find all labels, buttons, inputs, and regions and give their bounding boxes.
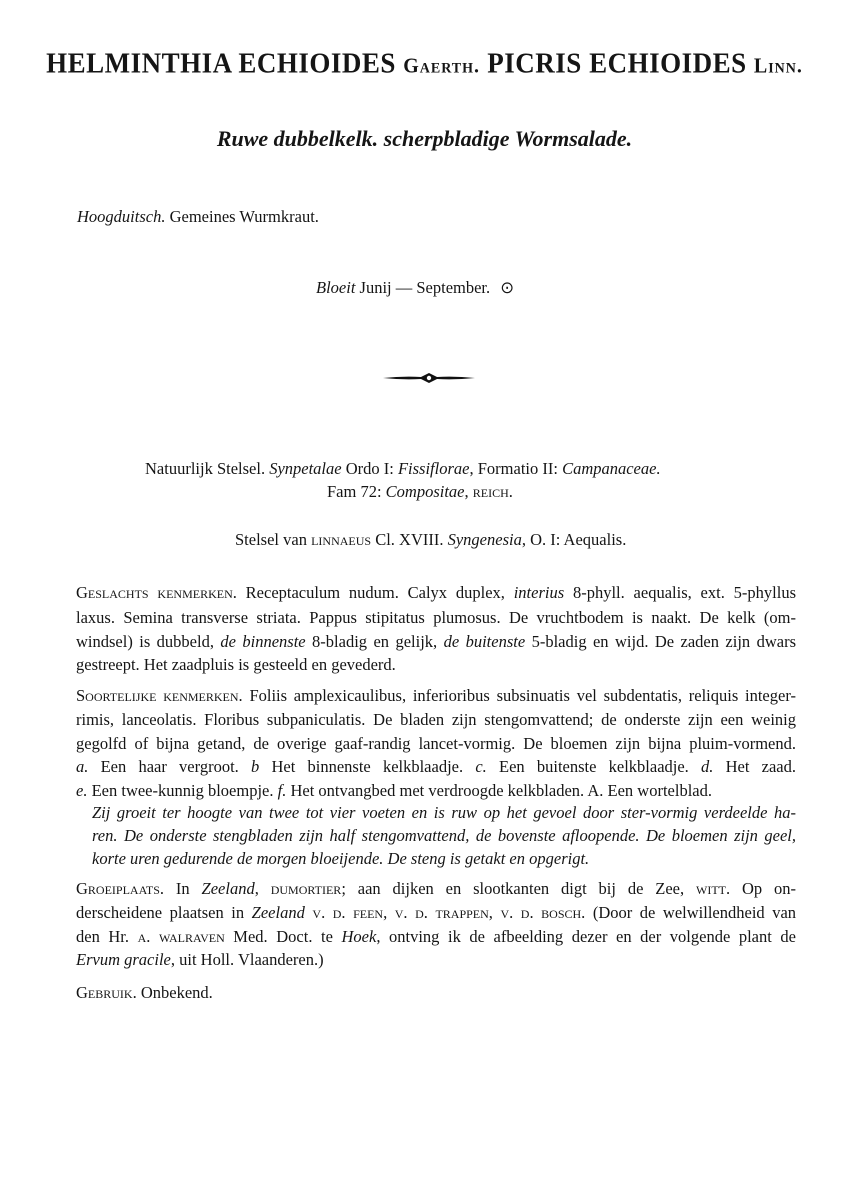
vernacular-language: Hoogduitsch. xyxy=(77,207,166,226)
natural-system-line-1: Natuurlijk Stelsel. Synpetalae Ordo I: Fissiflorae, Formatio II: Campanaceae. xyxy=(145,459,661,478)
genus-line-4: gestreept. Het zaadpluis is gesteeld en gevederd. xyxy=(76,655,396,674)
species-line-1: Soortelijke kenmerken. Foliis amplexicaulibus, inferioribus subsinuatis vel subdentatis, reliquis integer- xyxy=(76,686,796,705)
title-genus-1: HELMINTHIA ECHIOIDES xyxy=(46,47,404,79)
genus-line-3: windsel) is dubbeld, de binnenste 8-bladig en gelijk, de buitenste 5-bladig en wijd. De zaden zijn dwars xyxy=(76,632,796,651)
species-note-2: ren. De onderste stengbladen zijn half stengomvattend, de bovenste afloopende. De bloemen zijn geel, xyxy=(92,826,796,845)
use-line xyxy=(76,983,213,1003)
habitat-line-1: Groeiplaats. In Zeeland, dumortier; aan dijken en slootkanten digt bij de Zee, witt. Op on- xyxy=(76,879,796,898)
page-title xyxy=(0,47,849,80)
genus-heading: Geslachts kenmerken. xyxy=(76,583,237,602)
flowering-period: Junij — September. xyxy=(355,278,491,297)
habitat-heading: Groeiplaats. xyxy=(76,879,165,898)
habitat-line-3: den Hr. a. walraven Med. Doct. te Hoek, ontving ik de afbeelding dezer en der volgende plant de xyxy=(76,927,796,946)
vernacular-line xyxy=(77,207,319,227)
annual-symbol-icon: ⊙ xyxy=(500,278,515,297)
vernacular-name: Gemeines Wurmkraut. xyxy=(165,207,319,226)
species-line-2: rimis, lanceolatis. Floribus subpaniculatis. De bladen zijn stengomvattend; de onderste zijn een weinig xyxy=(76,710,796,729)
use-heading: Gebruik. xyxy=(76,983,137,1002)
habitat-line-2: derscheidene plaatsen in Zeeland v. d. feen, v. d. trappen, v. d. bosch. (Door de welwillendheid van xyxy=(76,903,797,922)
genus-line-1: Geslachts kenmerken. Receptaculum nudum. Calyx duplex, interius 8-phyll. aequalis, ext. 5-phyllus xyxy=(76,583,796,602)
ornamental-divider-icon xyxy=(383,370,475,386)
species-heading: Soortelijke kenmerken. xyxy=(76,686,243,705)
habitat-line-4: Ervum gracile, uit Holl. Vlaanderen.) xyxy=(76,950,324,969)
species-note-1: Zij groeit ter hoogte van twee tot vier voeten en is ruw op het gevoel door ster-vormig verdeelde ha- xyxy=(92,803,796,822)
title-author-2: Linn. xyxy=(753,54,803,78)
title-genus-2: PICRIS ECHIOIDES xyxy=(480,47,754,79)
flowering-line xyxy=(316,278,514,298)
species-line-3: gegolfd of bijna getand, de overige gaaf-randig lancet-vormig. De bloemen zijn bijna pluim-vormend. xyxy=(76,734,796,753)
page-subtitle: Ruwe dubbelkelk. scherpbladige Wormsalade. xyxy=(216,126,633,151)
linnaean-system-line: Stelsel van linnaeus Cl. XVIII. Syngenesia, O. I: Aequalis. xyxy=(235,530,627,549)
species-line-4: a. Een haar vergroot. b Het binnenste kelkblaadje. c. Een buitenste kelkblaadje. d. Het zaad. xyxy=(76,757,796,776)
genus-line-2: laxus. Semina transverse striata. Pappus stipitatus plumosus. De vruchtbodem is naakt. De kelk (om- xyxy=(76,608,796,627)
use-text: Onbekend. xyxy=(136,983,213,1002)
flowering-label: Bloeit xyxy=(316,278,356,297)
species-line-5: e. Een twee-kunnig bloempje. f. Het ontvangbed met verdroogde kelkbladen. A. Een wortelblad. xyxy=(76,781,712,800)
species-note-3: korte uren gedurende de morgen bloeijende. De steng is getakt en opgerigt. xyxy=(92,849,590,868)
natural-system-line-2: Fam 72: Compositae, reich. xyxy=(327,482,513,501)
title-author-1: Gaerth. xyxy=(403,54,481,78)
